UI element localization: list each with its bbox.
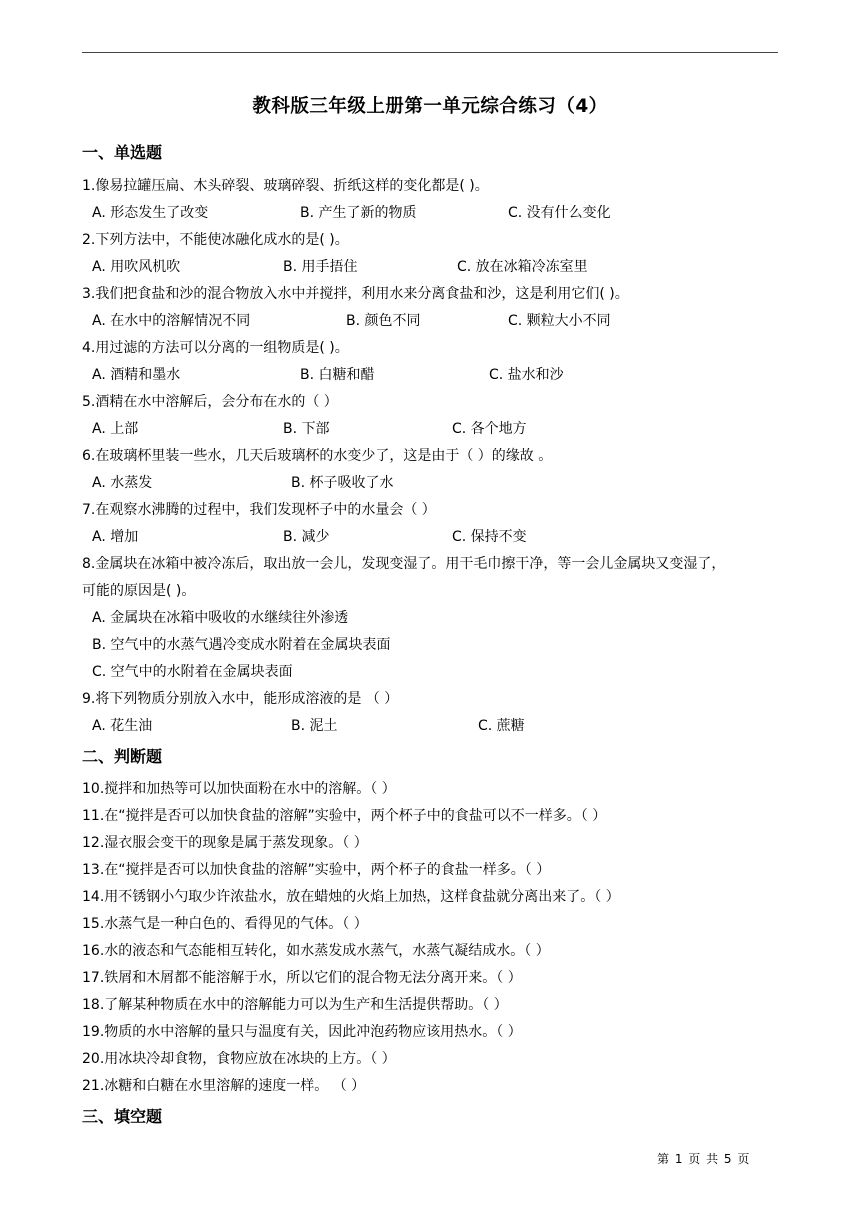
question-3-option-b[interactable]: B. 颜色不同 [346, 313, 421, 329]
question-8-option-c[interactable]: C. 空气中的水附着在金属块表面 [92, 664, 293, 680]
question-4-option-b[interactable]: B. 白糖和醋 [300, 367, 375, 383]
question-3-option-a[interactable]: A. 在水中的溶解情况不同 [92, 313, 251, 329]
question-17: 17.铁屑和木屑都不能溶解于水，所以它们的混合物无法分离开来。（ ） [82, 970, 522, 986]
header-rule [82, 52, 778, 53]
question-9-option-a[interactable]: A. 花生油 [92, 718, 153, 734]
section-heading-fill-in: 三、填空题 [82, 1107, 163, 1126]
page-title: 教科版三年级上册第一单元综合练习（4） [252, 96, 608, 117]
question-4-stem: 4.用过滤的方法可以分离的一组物质是( )。 [82, 340, 349, 356]
page-footer: 第 1 页 共 5 页 [657, 1152, 751, 1166]
question-6-option-b[interactable]: B. 杯子吸收了水 [291, 475, 394, 491]
question-3-stem: 3.我们把食盐和沙的混合物放入水中并搅拌，利用水来分离食盐和沙，这是利用它们( )。 [82, 286, 629, 302]
question-19: 19.物质的水中溶解的量只与温度有关，因此冲泡药物应该用热水。（ ） [82, 1024, 522, 1040]
question-9-stem: 9.将下列物质分别放入水中，能形成溶液的是 （ ） [82, 691, 399, 707]
question-6-stem: 6.在玻璃杯里装一些水，几天后玻璃杯的水变少了，这是由于（ ）的缘故 。 [82, 448, 553, 464]
question-3-option-c[interactable]: C. 颗粒大小不同 [508, 313, 611, 329]
question-2-option-b[interactable]: B. 用手捂住 [283, 259, 358, 275]
question-11: 11.在“搅拌是否可以加快食盐的溶解”实验中，两个杯子中的食盐可以不一样多。（ ） [82, 808, 607, 824]
question-1-stem: 1.像易拉罐压扁、木头碎裂、玻璃碎裂、折纸这样的变化都是( )。 [82, 178, 489, 194]
question-5-stem: 5.酒精在水中溶解后，会分布在水的（ ） [82, 394, 338, 410]
question-8-stem: 8.金属块在冰箱中被冷冻后，取出放一会儿，发现变湿了。用干毛巾擦干净，等一会儿金属块又变湿了， [82, 556, 726, 572]
question-2-option-c[interactable]: C. 放在冰箱冷冻室里 [457, 259, 588, 275]
question-1-option-b[interactable]: B. 产生了新的物质 [300, 205, 417, 221]
question-7-option-b[interactable]: B. 减少 [283, 529, 330, 545]
question-1-option-a[interactable]: A. 形态发生了改变 [92, 205, 209, 221]
question-8-stem-continued: 可能的原因是( )。 [82, 583, 196, 599]
question-5-option-a[interactable]: A. 上部 [92, 421, 139, 437]
question-21: 21.冰糖和白糖在水里溶解的速度一样。 （ ） [82, 1078, 366, 1094]
question-2-stem: 2.下列方法中，不能使冰融化成水的是( )。 [82, 232, 349, 248]
question-18: 18.了解某种物质在水中的溶解能力可以为生产和生活提供帮助。（ ） [82, 997, 508, 1013]
question-1-option-c[interactable]: C. 没有什么变化 [508, 205, 611, 221]
question-8-option-b[interactable]: B. 空气中的水蒸气遇冷变成水附着在金属块表面 [92, 637, 391, 653]
question-4-option-a[interactable]: A. 酒精和墨水 [92, 367, 181, 383]
question-7-option-a[interactable]: A. 增加 [92, 529, 139, 545]
question-2-option-a[interactable]: A. 用吹风机吹 [92, 259, 181, 275]
question-14: 14.用不锈钢小勺取少许浓盐水，放在蜡烛的火焰上加热，这样食盐就分离出来了。（ ） [82, 889, 620, 905]
question-7-stem: 7.在观察水沸腾的过程中，我们发现杯子中的水量会（ ） [82, 502, 436, 518]
question-13: 13.在“搅拌是否可以加快食盐的溶解”实验中，两个杯子的食盐一样多。（ ） [82, 862, 551, 878]
question-7-option-c[interactable]: C. 保持不变 [452, 529, 527, 545]
question-16: 16.水的液态和气态能相互转化，如水蒸发成水蒸气，水蒸气凝结成水。（ ） [82, 943, 550, 959]
question-8-option-a[interactable]: A. 金属块在冰箱中吸收的水继续往外渗透 [92, 610, 349, 626]
question-15: 15.水蒸气是一种白色的、看得见的气体。（ ） [82, 916, 368, 932]
question-10: 10.搅拌和加热等可以加快面粉在水中的溶解。（ ） [82, 781, 396, 797]
question-12: 12.湿衣服会变干的现象是属于蒸发现象。（ ） [82, 835, 368, 851]
question-4-option-c[interactable]: C. 盐水和沙 [489, 367, 564, 383]
question-5-option-b[interactable]: B. 下部 [283, 421, 330, 437]
section-heading-true-false: 二、判断题 [82, 747, 163, 766]
question-20: 20.用冰块冷却食物，食物应放在冰块的上方。（ ） [82, 1051, 396, 1067]
question-5-option-c[interactable]: C. 各个地方 [452, 421, 527, 437]
section-heading-single-choice: 一、单选题 [82, 143, 163, 162]
question-9-option-c[interactable]: C. 蔗糖 [478, 718, 525, 734]
question-6-option-a[interactable]: A. 水蒸发 [92, 475, 153, 491]
question-9-option-b[interactable]: B. 泥土 [291, 718, 338, 734]
